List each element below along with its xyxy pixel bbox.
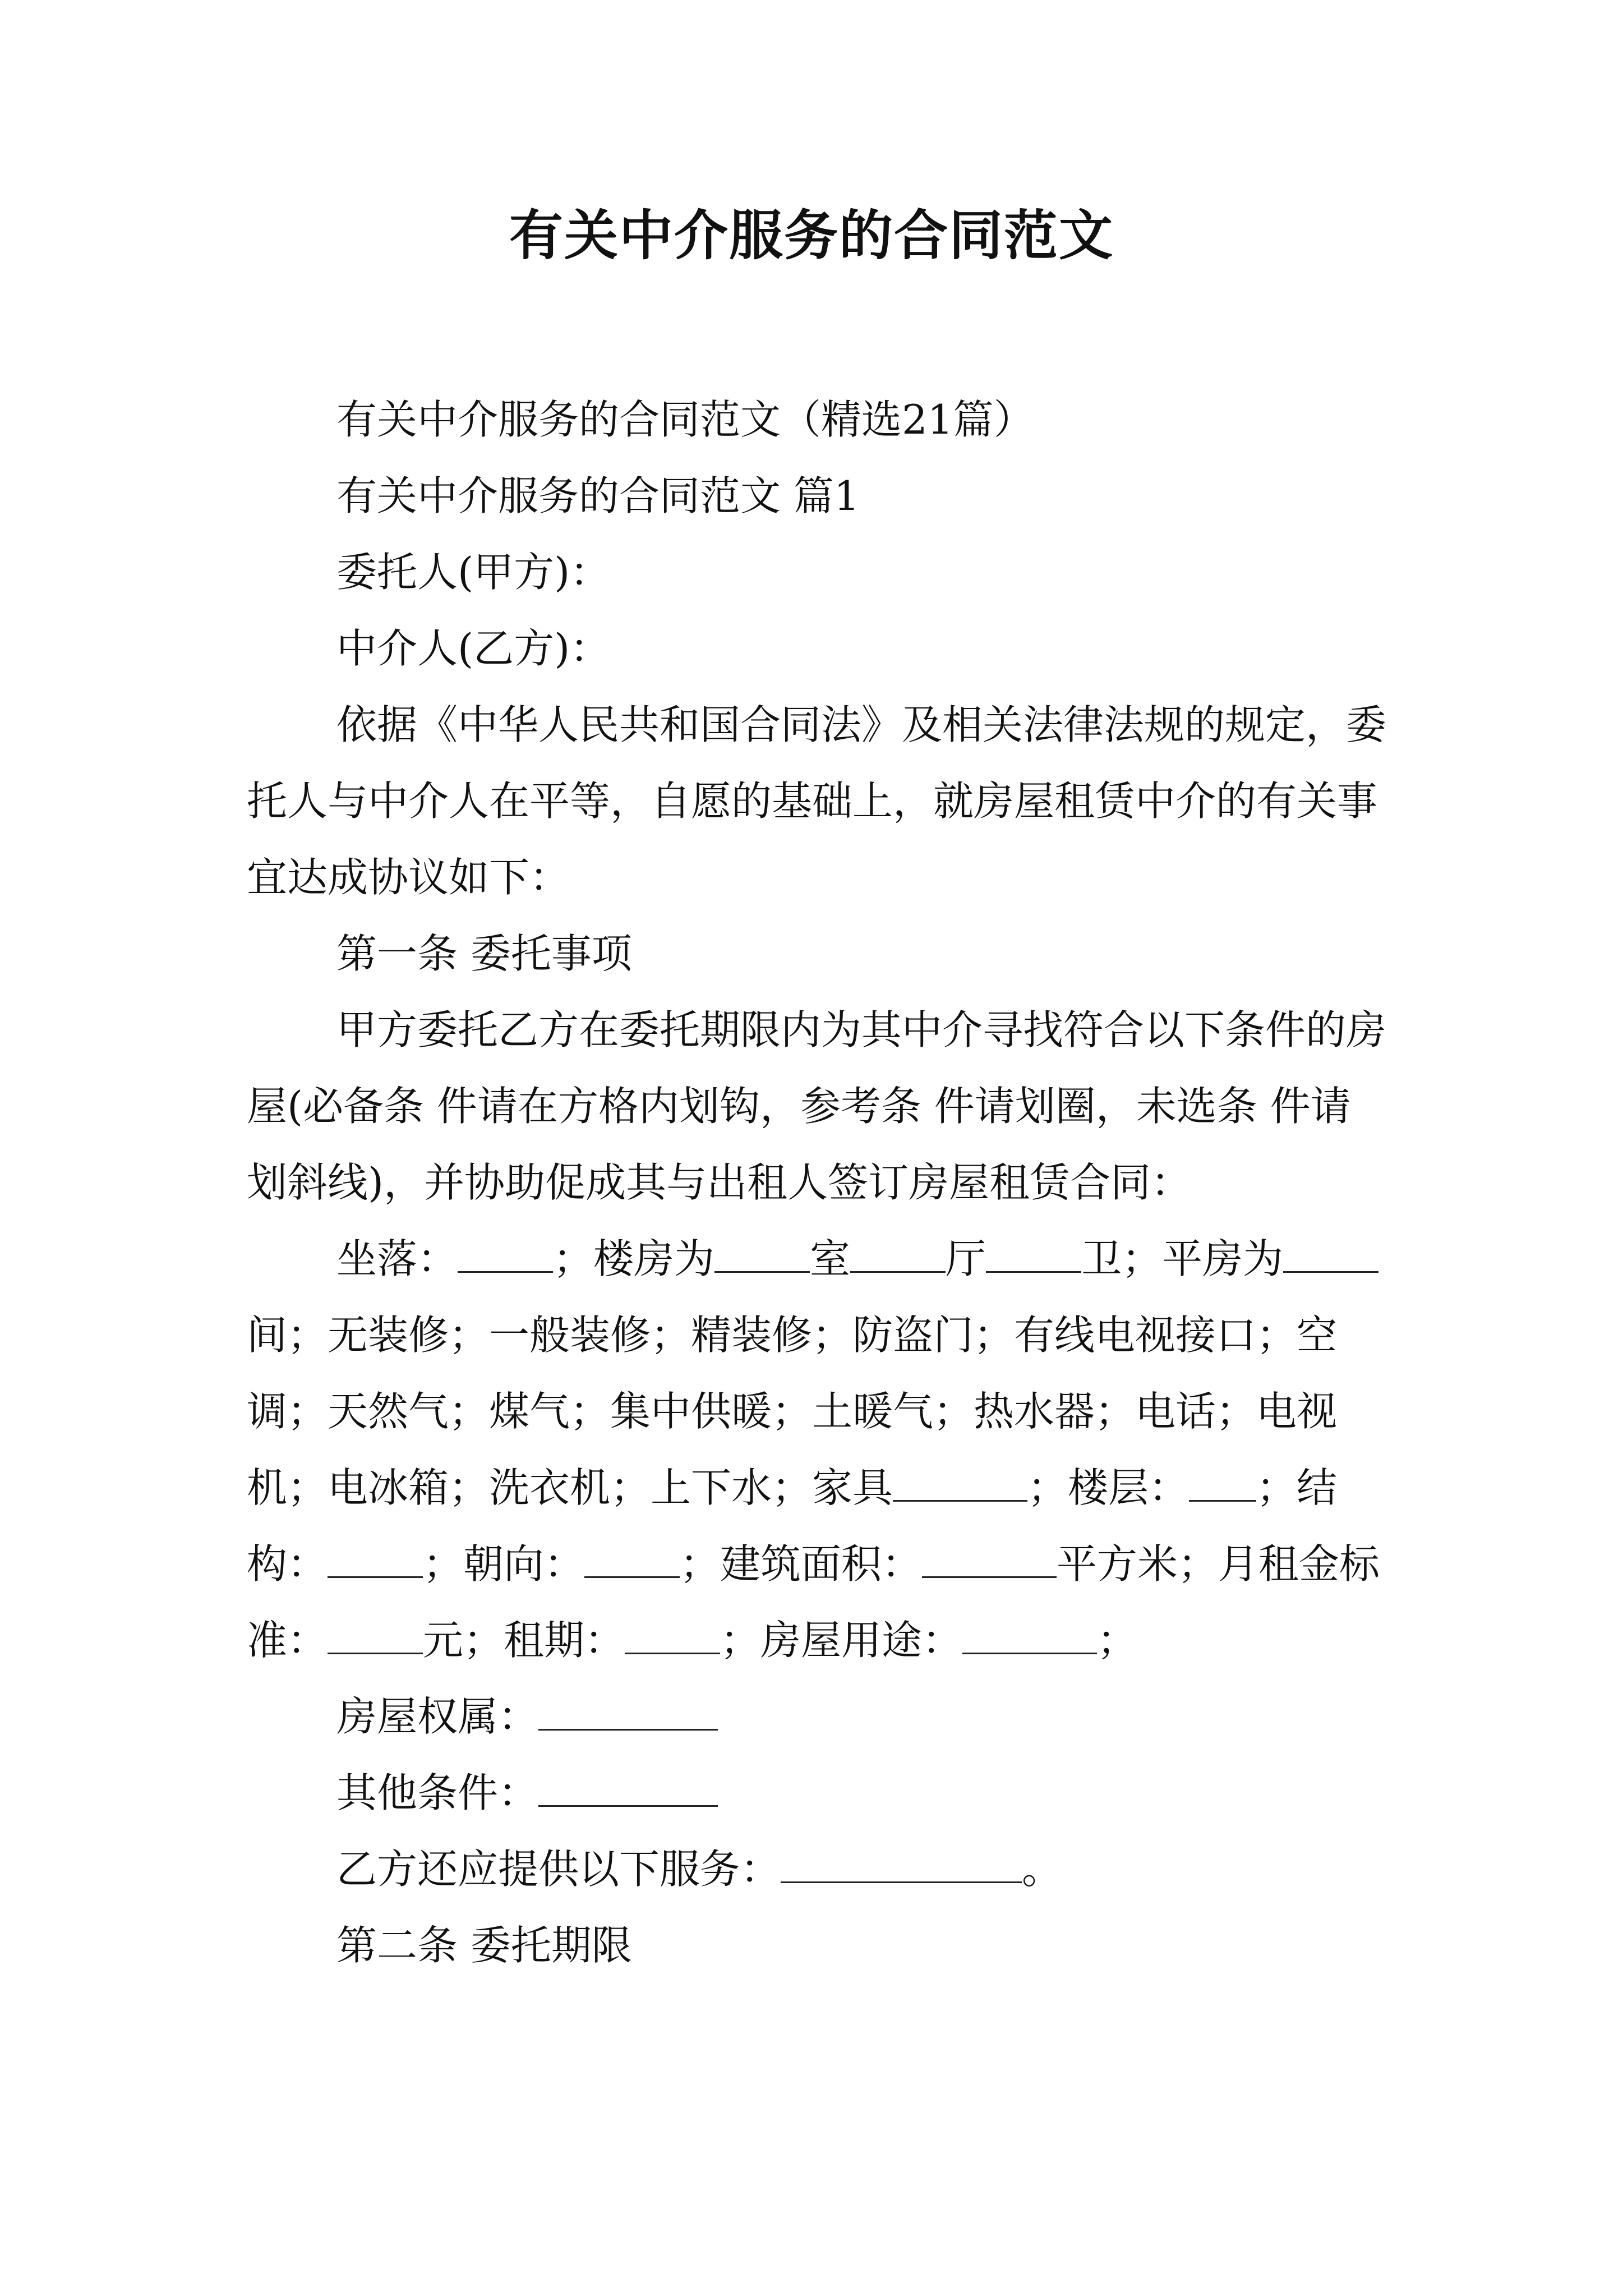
conditions-structure-label: ；结构： [247, 1464, 1338, 1588]
conditions-hall-label: 厅 [946, 1235, 986, 1282]
paragraph-article-1-heading: 第一条 委托事项 [336, 930, 632, 977]
blank-term [625, 1620, 720, 1654]
other-conditions-label: 其他条件： [336, 1769, 539, 1816]
blank-halls [850, 1239, 946, 1273]
document-title: 有关中介服务的合同范文 [509, 204, 1114, 267]
blank-structure [328, 1544, 423, 1578]
paragraph-services [247, 1831, 1391, 1907]
conditions-floor-label: ；楼层： [1027, 1464, 1189, 1511]
paragraph-chapter-heading: 有关中介服务的合同范文 篇1 [336, 472, 860, 519]
blank-location [458, 1239, 553, 1273]
conditions-bath-label: 卫；平房为 [1081, 1235, 1284, 1282]
blank-services [781, 1849, 1022, 1883]
paragraph-other-conditions [247, 1755, 1391, 1831]
paragraph-house-conditions [247, 1221, 1391, 1678]
conditions-building-label: ；楼房为 [553, 1235, 715, 1282]
ownership-label: 房屋权属： [336, 1693, 539, 1740]
blank-rent [328, 1620, 423, 1654]
paragraph-party-b: 中介人(乙方)： [336, 625, 611, 672]
blank-usage [962, 1620, 1097, 1654]
document-body [247, 381, 1391, 1984]
conditions-end: ； [1097, 1617, 1138, 1664]
blank-ownership [538, 1696, 718, 1731]
paragraph-preamble: 依据《中华人民共和国合同法》及相关法律法规的规定，委托人与中介人在平等，自愿的基础上，就房屋租赁中介的有关事宜达成协议如下： [247, 701, 1387, 901]
blank-rooms [714, 1239, 810, 1273]
conditions-location-label: 坐落： [336, 1235, 458, 1282]
blank-other-conditions [538, 1773, 718, 1807]
blank-bungalow-rooms [1283, 1239, 1378, 1273]
conditions-area-label: ；建筑面积： [680, 1540, 923, 1588]
conditions-room-label: 室 [810, 1235, 851, 1282]
blank-orientation [584, 1544, 680, 1578]
paragraph-ownership [247, 1678, 1391, 1755]
blank-furniture [893, 1467, 1027, 1502]
conditions-orientation-label: ；朝向： [423, 1540, 585, 1588]
services-end: 。 [1022, 1846, 1063, 1893]
conditions-rent-label: 平方米；月租金标准： [247, 1540, 1380, 1664]
blank-baths [986, 1239, 1081, 1273]
conditions-term-label: 元；租期： [423, 1617, 625, 1664]
conditions-amenities: 间；无装修；一般装修；精装修；防盗门；有线电视接口；空调；天然气；煤气；集中供暖；土暖气；热水器；电话；电视机；电冰箱；洗衣机；上下水；家具 [247, 1312, 1338, 1511]
paragraph-party-a: 委托人(甲方)： [336, 549, 611, 596]
conditions-usage-label: ；房屋用途： [720, 1617, 963, 1664]
paragraph-collection-title: 有关中介服务的合同范文（精选21篇） [336, 396, 1034, 443]
paragraph-article-2-heading: 第二条 委托期限 [336, 1922, 632, 1969]
blank-area [922, 1544, 1057, 1578]
blank-floor [1189, 1467, 1256, 1502]
services-label: 乙方还应提供以下服务： [336, 1846, 781, 1893]
paragraph-article-1-body: 甲方委托乙方在委托期限内为其中介寻找符合以下条件的房屋(必备条 件请在方格内划钩，参考条 件请划圈，未选条 件请划斜线)，并协助促成其与出租人签订房屋租赁合同： [247, 1006, 1387, 1206]
